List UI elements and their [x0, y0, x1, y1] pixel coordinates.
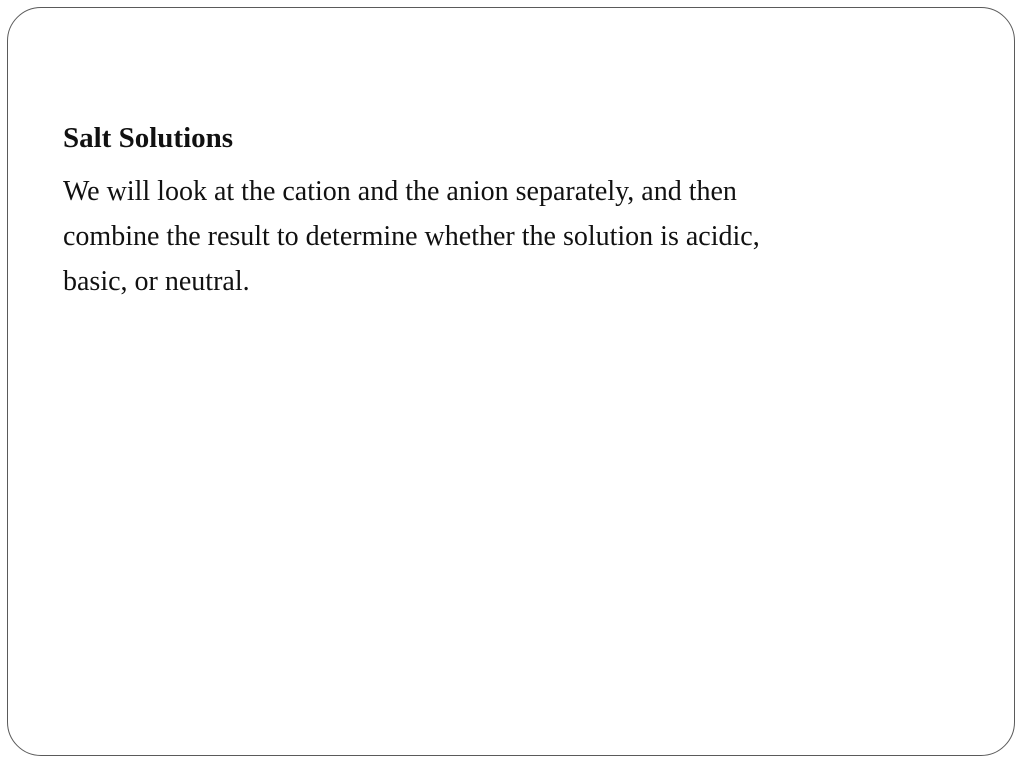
slide-frame	[7, 7, 1015, 756]
slide-heading: Salt Solutions	[63, 122, 234, 154]
slide-body	[63, 169, 933, 304]
slide-content	[63, 119, 963, 304]
body-line: We will look at the cation and the anion separately, and then	[63, 176, 737, 207]
body-line: combine the result to determine whether the solution is acidic,	[63, 221, 760, 252]
body-line: basic, or neutral.	[63, 266, 250, 297]
